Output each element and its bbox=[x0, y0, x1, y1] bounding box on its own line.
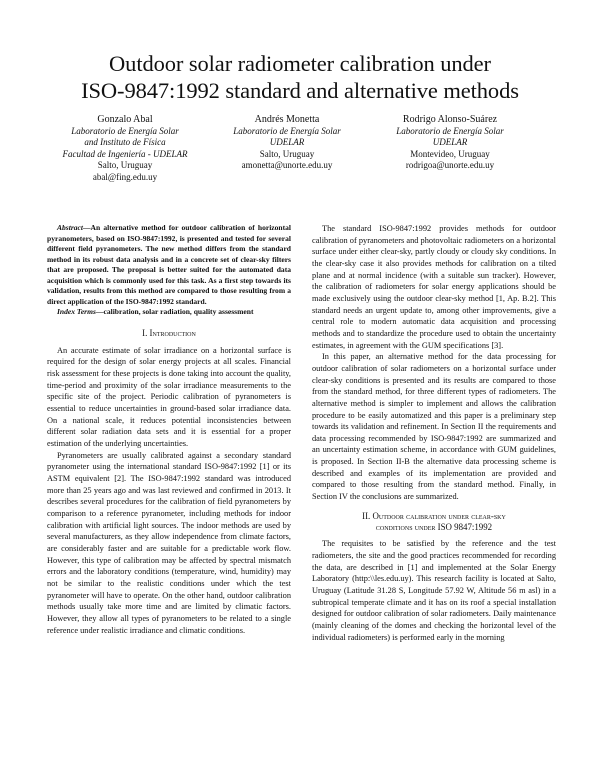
section-heading-line: conditions under ISO 9847:1992 bbox=[375, 522, 493, 533]
author-affiliation: and Instituto de Física bbox=[84, 137, 166, 148]
paragraph: The standard ISO-9847:1992 provides methods for outdoor calibration of pyranometers and photovoltaic radiometers on a horizontal surface under either clear-sky, partly cloudy or cloudy sky conditions. In the clear-sky case it also provides methods for calibration on a tilted plane and at normal incidence (with a suitable sun tracker). However, the calibration of radiometers for solar energy applications should be made exclusively using the outdoor clear-sky method [1, Ap. B.2]. This standard needs an urgent update to, among other improvements, give a central role to modern automatic data acquisition and processing methods and to standardize the procedure used to obtain the uncertainty estimates, in agreement with the GUM specifications [3]. bbox=[312, 224, 556, 350]
abstract-text: —An alternative method for outdoor calibration of horizontal pyranometers, based on ISO-9847:1992, is presented and tested for several different field pyranometers. The new method differs from the standard method in its robust data analysis and in a concrete set of clear-sky filters that are proposed. The proposal is better suited for the automated data acquisition which is commonly used for this task. As a first step towards its validation, results from this method are compared to those resulting from a direct application of the ISO-9847:1992 standard. bbox=[47, 223, 291, 306]
author-affiliation: Laboratorio de Energía Solar bbox=[396, 125, 504, 136]
title-line-2: ISO-9847:1992 standard and alternative methods bbox=[81, 78, 519, 103]
author-alonso-suarez bbox=[362, 114, 538, 172]
author-name: Andrés Monetta bbox=[254, 114, 320, 125]
author-affiliation: UDELAR bbox=[432, 137, 468, 148]
author-affiliation: Laboratorio de Energía Solar bbox=[71, 125, 179, 136]
author-location: Montevideo, Uruguay bbox=[410, 148, 490, 159]
paragraph: The requisites to be satisfied by the reference and the test radiometers, the site and the good practices recommended for recording the data, are described in [1] and implemented at the Solar Energy Laboratory (http:\\les.edu.uy). This research facility is located at Salto, Uruguay (Latitude 31.28 S, Longitude 57.92 W, Altitude 56 m asl) in a subtropical temperate climate and it has on its roof a special installation designed for outdoor calibration of solar radiometers. Daily maintenance (mainly cleaning of the domes and checking the horizontal level of the individual radiometers) is performed early in the morning bbox=[312, 539, 556, 642]
paragraph: Pyranometers are usually calibrated against a secondary standard pyranometer using the international standard ISO-9847:1992 [1] or its ASTM equivalent [2]. The ISO-9847:1992 standard was introduced more than 25 years ago and was last reviewed and confirmed in 2013. It describes several procedures for the calibration of field pyranometers by comparison to a reference pyranometer, including methods for indoor calibration with artificial light sources. The indoor methods are used by several manufacturers, as they allow independence from climate factors, are considerably faster and are suitable for a predictable work flow. However, this type of calibration may be affected by spectral mismatch errors and the laboratory conditions (temperature, wind, humidity) may not be similar to the realistic conditions under which the test pyranometer will have to operate. On the other hand, outdoor calibration methods usually take more time and are limited by climatic factors. However, they allow all types of pyranometers to be related to a single reference under realistic irradiance and climatic conditions. bbox=[47, 450, 291, 635]
author-email: abal@fing.edu.uy bbox=[92, 171, 158, 182]
paragraph: In this paper, an alternative method for the data processing for outdoor calibration of solar radiometers on a horizontal surface under clear-sky conditions is presented and its results are compared to those from the standard method, for three different types of radiometers. The alternative method is simpler to implement and allows the calibration procedure to be easily automatized and this paper is a preliminary step towards its validation and refinement. In Section II the requirements and data processing recommended by ISO-9847:1992 are summarized and an uncertainty estimation scheme, in accordance with GUM guidelines, is proposed. In Section II-B the alternative data processing scheme is described and examples of its implementation are provided and compared to those resulting from the standard method. Finally, in Section IV the conclusions are summarized. bbox=[312, 352, 556, 502]
right-column bbox=[312, 223, 556, 643]
author-location: Salto, Uruguay bbox=[259, 148, 315, 159]
abstract-label: Abstract bbox=[57, 223, 83, 232]
author-location: Salto, Uruguay bbox=[97, 160, 153, 171]
section-heading-outdoor-calibration bbox=[312, 511, 556, 534]
author-affiliation: Facultad de Ingeniería - UDELAR bbox=[62, 148, 188, 159]
author-monetta bbox=[199, 114, 375, 172]
author-affiliation: UDELAR bbox=[269, 137, 305, 148]
left-column bbox=[47, 223, 291, 636]
author-abal bbox=[37, 114, 213, 184]
paper-title bbox=[0, 50, 600, 104]
index-terms-label: Index Terms bbox=[57, 307, 96, 316]
paragraph: An accurate estimate of solar irradiance on a horizontal surface is required for the design of solar energy projects at all scales. Financial risk assessment for these projects is done taking into account the quality, time-period and proximity of the solar irradiance measurements to the specific site of the project. Periodic calibration of pyranometers is essential to reduce uncertainties in ground-based solar irradiance data. On a national scale, it reduces potential inconsistencies between different solar radiation data sets and it is essential for a proper estimation of the underlying uncertainties. bbox=[47, 345, 291, 449]
section-heading-introduction: I. Introduction bbox=[142, 327, 196, 338]
author-email: amonetta@unorte.edu.uy bbox=[241, 160, 333, 171]
section-heading-line: II. Outdoor calibration under clear-sky bbox=[362, 510, 506, 521]
index-terms bbox=[47, 307, 291, 318]
index-terms-text: —calibration, solar radiation, quality assessment bbox=[95, 307, 254, 316]
author-affiliation: Laboratorio de Energía Solar bbox=[233, 125, 341, 136]
title-line-1: Outdoor solar radiometer calibration under bbox=[109, 51, 491, 76]
author-email: rodrigoa@unorte.edu.uy bbox=[405, 160, 495, 171]
abstract bbox=[47, 223, 291, 307]
author-name: Gonzalo Abal bbox=[97, 114, 153, 125]
author-name: Rodrigo Alonso-Suárez bbox=[402, 114, 498, 125]
